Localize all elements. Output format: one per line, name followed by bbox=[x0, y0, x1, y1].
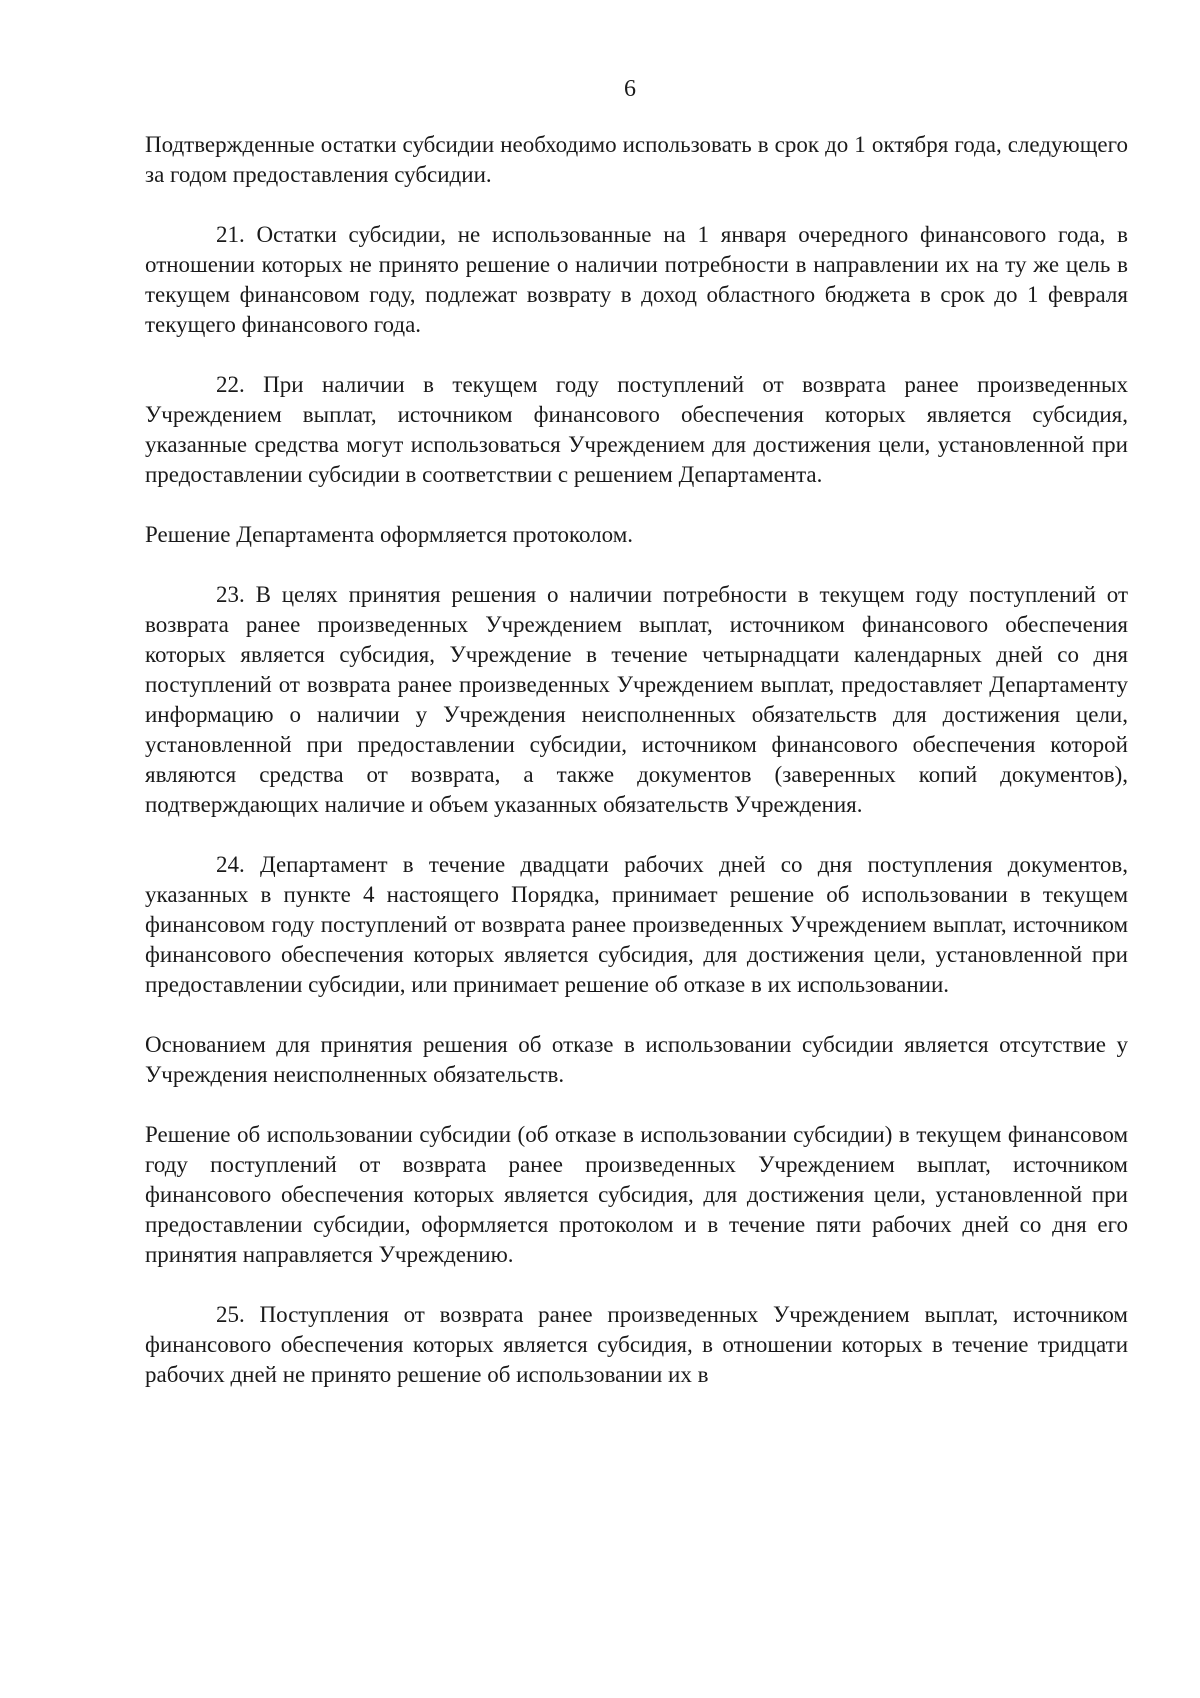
document-body bbox=[145, 130, 1128, 1390]
paragraph-clause-25: 25. Поступления от возврата ранее произведенных Учреждением выплат, источником финансового обеспечения которых является субсидия, в отношении которых в течение тридцати рабочих дней не принято решение об использовании их в bbox=[145, 1302, 1128, 1387]
paragraph-clause-23: 23. В целях принятия решения о наличии потребности в текущем году поступлений от возврата ранее произведенных Учреждением выплат, источником финансового обеспечения которых является субсидия, Учреждение в течение четырнадцати календарных дней со дня поступлений от возврата ранее произведенных Учреждением выплат, предоставляет Департаменту информацию о наличии у Учреждения неисполненных обязательств для достижения цели, установленной при предоставлении субсидии, источником финансового обеспечения которой являются средства от возврата, а также документов (заверенных копий документов), подтверждающих наличие и объем указанных обязательств Учреждения. bbox=[145, 582, 1128, 817]
paragraph-confirmed-remainders: Подтвержденные остатки субсидии необходимо использовать в срок до 1 октября года, следующего за годом предоставления субсидии. bbox=[145, 132, 1128, 187]
paragraph-clause-24: 24. Департамент в течение двадцати рабочих дней со дня поступления документов, указанных в пункте 4 настоящего Порядка, принимает решение об использовании в текущем финансовом году поступлений от возврата ранее произведенных Учреждением выплат, источником финансового обеспечения которых является субсидия, для достижения цели, установленной при предоставлении субсидии, или принимает решение об отказе в их использовании. bbox=[145, 852, 1128, 997]
paragraph-clause-21: 21. Остатки субсидии, не использованные на 1 января очередного финансового года, в отношении которых не принято решение о наличии потребности в направлении их на ту же цель в текущем финансовом году, подлежат возврату в доход областного бюджета в срок до 1 февраля текущего финансового года. bbox=[145, 222, 1128, 337]
paragraph-refusal-grounds: Основанием для принятия решения об отказе в использовании субсидии является отсутствие у Учреждения неисполненных обязательств. bbox=[145, 1032, 1128, 1087]
paragraph-decision-protocol: Решение об использовании субсидии (об отказе в использовании субсидии) в текущем финансовом году поступлений от возврата ранее произведенных Учреждением выплат, источником финансового обеспечения которых является субсидия, для достижения цели, установленной при предоставлении субсидии, оформляется протоколом и в течение пяти рабочих дней со дня его принятия направляется Учреждению. bbox=[145, 1122, 1128, 1267]
page-number: 6 bbox=[624, 76, 636, 102]
paragraph-department-decision: Решение Департамента оформляется протоколом. bbox=[145, 522, 634, 547]
paragraph-clause-22: 22. При наличии в текущем году поступлений от возврата ранее произведенных Учреждением выплат, источником финансового обеспечения которых является субсидия, указанные средства могут использоваться Учреждением для достижения цели, установленной при предоставлении субсидии в соответствии с решением Департамента. bbox=[145, 372, 1128, 487]
